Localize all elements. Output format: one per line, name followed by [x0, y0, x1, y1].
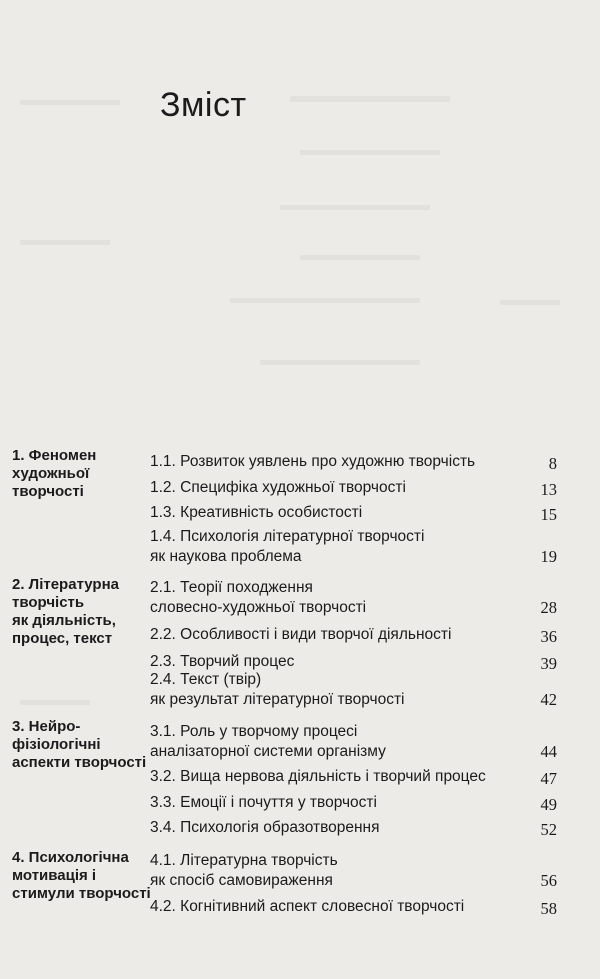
entry-label: як наукова проблема: [150, 548, 302, 565]
entry-label: як спосіб самовираження: [150, 872, 333, 889]
bleed-through-block: [280, 205, 430, 210]
toc-entry-2-2[interactable]: [150, 625, 565, 645]
chapter-title-line: аспекти творчості: [12, 754, 147, 771]
toc-entry-1-2[interactable]: [150, 478, 565, 498]
entry-page: 56: [540, 871, 557, 890]
chapter-title-line: 2. Літературна: [12, 576, 119, 593]
entry-label: словесно-художньої творчості: [150, 599, 367, 616]
chapter-title-line: художньої: [12, 465, 90, 482]
entry-page: 19: [540, 547, 557, 566]
bleed-through-block: [20, 240, 110, 245]
entry-label: 1.1. Розвиток уявлень про художню творчість: [150, 453, 476, 470]
entry-label: 2.4. Текст (твір): [150, 671, 262, 688]
entry-page: 52: [540, 820, 557, 839]
bleed-through-block: [260, 360, 420, 365]
entry-label: 4.2. Когнітивний аспект словесної творчості: [150, 898, 465, 915]
entry-label: як результат літературної творчості: [150, 691, 405, 708]
toc-entry-1-3[interactable]: [150, 503, 565, 523]
entry-label: 3.3. Емоції і почуття у творчості: [150, 794, 377, 811]
toc-entry-1-4[interactable]: [150, 527, 565, 567]
chapter-title-line: 1. Феномен: [12, 447, 97, 464]
bleed-through-block: [20, 100, 120, 105]
chapter-title-line: як діяльність,: [12, 612, 116, 629]
entry-page: 8: [548, 454, 557, 473]
chapter-title-line: 4. Психологічна: [12, 849, 129, 866]
entry-page: 15: [540, 505, 557, 524]
toc-entry-4-1[interactable]: [150, 851, 565, 891]
chapter-title-line: творчість: [12, 594, 85, 611]
toc-entry-3-1[interactable]: [150, 722, 565, 762]
entry-page: 58: [540, 899, 557, 918]
toc-entry-4-2[interactable]: [150, 897, 565, 917]
bleed-through-block: [20, 700, 90, 705]
chapter-title-line: процес, текст: [12, 630, 113, 647]
entry-page: 36: [540, 627, 557, 646]
entry-page: 49: [540, 795, 557, 814]
chapter-4-title: [12, 849, 151, 903]
entry-label: 1.4. Психологія літературної творчості: [150, 528, 425, 545]
entry-page: 47: [540, 769, 557, 788]
toc-entry-2-1[interactable]: [150, 578, 565, 618]
entry-page: 13: [540, 480, 557, 499]
toc-entry-2-4[interactable]: [150, 670, 565, 710]
entry-label: 1.2. Специфіка художньої творчості: [150, 479, 406, 496]
entry-page: 39: [540, 654, 557, 673]
chapter-1-title: [12, 447, 96, 501]
entry-label: 2.3. Творчий процес: [150, 653, 295, 670]
entry-label: 2.2. Особливості і види творчої діяльності: [150, 626, 452, 643]
chapter-2-title: [12, 576, 119, 648]
toc-entry-1-1[interactable]: [150, 452, 565, 472]
toc-entry-3-3[interactable]: [150, 793, 565, 813]
entry-page: 28: [540, 598, 557, 617]
entry-label: 1.3. Креативність особистості: [150, 504, 363, 521]
toc-entry-2-3[interactable]: [150, 652, 565, 672]
chapter-title-line: фізіологічні: [12, 736, 101, 753]
chapter-title-line: 3. Нейро-: [12, 718, 81, 735]
chapter-title-line: творчості: [12, 483, 84, 500]
bleed-through-block: [500, 300, 560, 305]
bleed-through-block: [300, 150, 440, 155]
entry-label: 3.4. Психологія образотворення: [150, 819, 380, 836]
entry-page: 44: [540, 742, 557, 761]
chapter-title-line: стимули творчості: [12, 885, 151, 902]
bleed-through-block: [300, 255, 420, 260]
bleed-through-block: [230, 298, 420, 303]
entry-label: 4.1. Літературна творчість: [150, 852, 338, 869]
toc-heading: Зміст: [160, 86, 247, 124]
toc-entry-3-2[interactable]: [150, 767, 565, 787]
bleed-through-block: [290, 96, 450, 102]
toc-entry-3-4[interactable]: [150, 818, 565, 838]
chapter-3-title: [12, 718, 146, 772]
entry-page: 42: [540, 690, 557, 709]
entry-label: 3.2. Вища нервова діяльність і творчий процес: [150, 768, 486, 785]
chapter-title-line: мотивація і: [12, 867, 97, 884]
entry-label: 3.1. Роль у творчому процесі: [150, 723, 358, 740]
entry-label: 2.1. Теорії походження: [150, 579, 313, 596]
entry-label: аналізаторної системи організму: [150, 743, 386, 760]
